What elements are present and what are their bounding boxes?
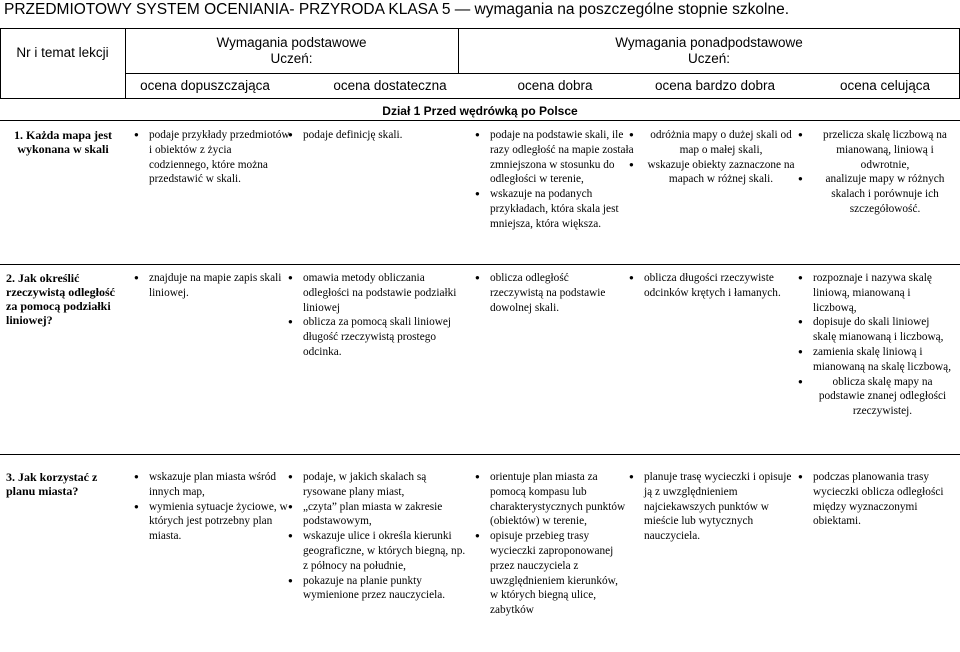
header-bottom-line <box>0 98 960 99</box>
row1-dobra <box>474 128 634 232</box>
lesson-3-title: 3. Jak korzystać z planu miasta? <box>6 470 98 498</box>
row3-bardzo-dobra <box>628 470 793 544</box>
grade-celujaca: ocena celująca <box>839 78 931 93</box>
requirement-item: ● rozpoznaje i nazywa skalę liniową, mianowaną i liczbową, <box>797 271 952 315</box>
requirement-item: ● wskazuje obiekty zaznaczone na mapach w różnej skali. <box>628 158 798 188</box>
row-separator <box>0 264 960 265</box>
requirement-item: ● zamienia skalę liniową i mianowaną na skalę liczbową, <box>797 345 952 375</box>
requirement-item: ● wskazuje plan miasta wśród innych map, <box>133 470 293 500</box>
row2-dobra <box>474 271 624 315</box>
requirement-item: ● planuje trasę wycieczki i opisuje ją z uwzględnieniem najciekawszych punktów w mieście lub wytycznych nauczyciela. <box>628 470 793 544</box>
header-advanced-student: Uczeń: <box>687 51 731 66</box>
requirement-item: ● oblicza odległość rzeczywistą na podstawie dowolnej skali. <box>474 271 624 315</box>
row3-dopuszczajaca <box>133 470 293 544</box>
grade-row-top-line <box>125 73 960 74</box>
row1-bardzo-dobra <box>628 128 798 187</box>
row3-celujaca <box>797 470 957 529</box>
requirement-item: ● opisuje przebieg trasy wycieczki zaproponowanej przez nauczyciela z uwzględnieniem kierunków, w których biegną ulice, zabytków <box>474 529 626 618</box>
row2-celujaca <box>797 271 952 419</box>
section-title: Dział 1 Przed wędrówką po Polsce <box>382 104 578 118</box>
header-basic-student: Uczeń: <box>270 51 313 66</box>
grade-dostateczna: ocena dostateczna <box>333 78 447 93</box>
page-title: PRZEDMIOTOWY SYSTEM OCENIANIA- PRZYRODA KLASA 5 — wymagania na poszczególne stopnie szkolne. <box>4 1 790 18</box>
row-separator <box>0 454 960 455</box>
row2-bardzo-dobra <box>628 271 793 301</box>
header-basic <box>125 35 458 67</box>
lesson-1-title: 1. Każda mapa jest wykonana w skali <box>14 128 112 156</box>
header-advanced-label: Wymagania ponadpodstawowe <box>615 35 803 50</box>
requirement-item: ● orientuje plan miasta za pomocą kompasu lub charakterystycznych punktów (obiektów) w terenie, <box>474 470 626 529</box>
requirement-item: ● omawia metody obliczania odległości na podstawie podziałki liniowej <box>287 271 467 315</box>
section-bottom-line <box>0 120 960 121</box>
requirement-item: ● podaje przykłady przedmiotów i obiektów z życia codziennego, które można przedstawić w skali. <box>133 128 293 187</box>
row1-celujaca <box>797 128 957 217</box>
requirement-item: ● przelicza skalę liczbową na mianowaną, liniową i odwrotnie, <box>797 128 957 172</box>
header-lesson-label: Nr i temat lekcji <box>16 45 109 60</box>
row3-dobra <box>474 470 626 618</box>
table-border-top <box>0 28 960 29</box>
requirement-item: ● wymienia sytuacje życiowe, w których jest potrzebny plan miasta. <box>133 500 293 544</box>
header-lesson <box>0 45 125 61</box>
grade-dobra: ocena dobra <box>517 78 593 93</box>
requirement-item: ● podczas planowania trasy wycieczki oblicza odległości między wyznaczonymi obiektami. <box>797 470 957 529</box>
requirement-item: ● wskazuje ulice i określa kierunki geograficzne, w których biegną, np. z północy na południe, <box>287 529 469 573</box>
requirement-item: ● „czyta” plan miasta w zakresie podstawowym, <box>287 500 469 530</box>
requirement-item: ● pokazuje na planie punkty wymienione przez nauczyciela. <box>287 574 469 604</box>
row2-dostateczna <box>287 271 467 360</box>
requirement-item: ● znajduje na mapie zapis skali liniowej. <box>133 271 283 301</box>
header-advanced <box>458 35 960 67</box>
row1-dopuszczajaca <box>133 128 293 187</box>
requirement-item: ● wskazuje na podanych przykładach, która skala jest mniejsza, która większa. <box>474 187 634 231</box>
row3-dostateczna <box>287 470 469 603</box>
requirement-item: ● oblicza długości rzeczywiste odcinków krętych i łamanych. <box>628 271 793 301</box>
requirement-item: ● podaje na podstawie skali, ile razy odległość na mapie została zmniejszona w stosunku do odległości w terenie, <box>474 128 634 187</box>
lesson-2-title: 2. Jak określić rzeczywistą odległość za pomocą podziałki liniowej? <box>6 271 115 327</box>
grade-bardzo-dobra: ocena bardzo dobra <box>654 78 776 93</box>
row1-dostateczna <box>287 128 462 143</box>
grade-dopuszczajaca: ocena dopuszczająca <box>140 78 270 93</box>
requirement-item: ● podaje, w jakich skalach są rysowane plany miast, <box>287 470 469 500</box>
requirement-item: ● podaje definicję skali. <box>287 128 462 143</box>
requirement-item: ● oblicza skalę mapy na podstawie znanej odległości rzeczywistej. <box>797 375 952 419</box>
table-border-left <box>0 28 1 99</box>
row2-dopuszczajaca <box>133 271 283 301</box>
header-basic-label: Wymagania podstawowe <box>216 35 367 50</box>
requirement-item: ● odróżnia mapy o dużej skali od map o małej skali, <box>628 128 798 158</box>
requirement-item: ● oblicza za pomocą skali liniowej długość rzeczywistą prostego odcinka. <box>287 315 467 359</box>
requirement-item: ● analizuje mapy w różnych skalach i porównuje ich szczegółowość. <box>797 172 957 216</box>
requirement-item: ● dopisuje do skali liniowej skalę mianowaną i liczbową, <box>797 315 952 345</box>
